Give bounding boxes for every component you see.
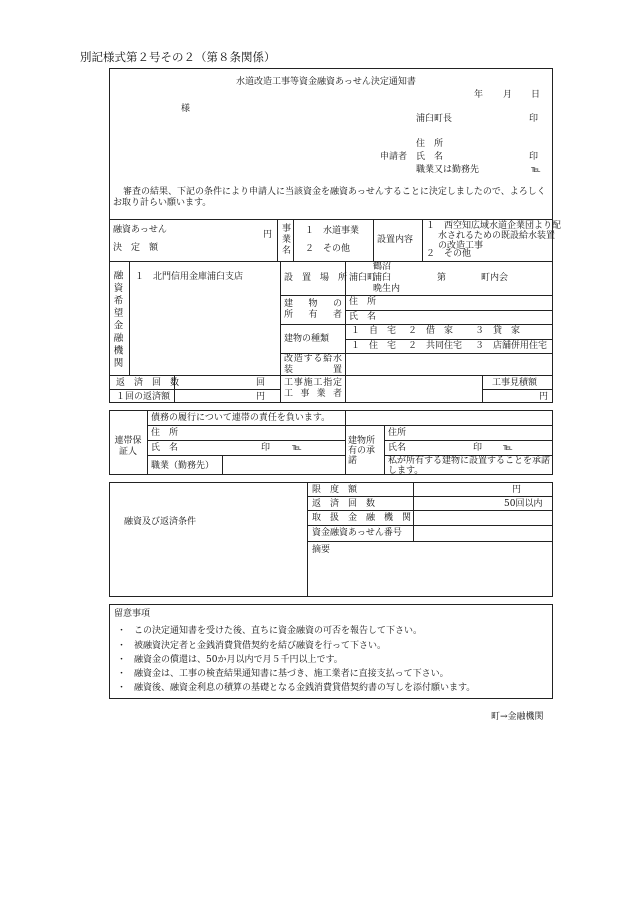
- consent-note: 私が所有する建物に設置することを承諾します。: [388, 456, 551, 476]
- site-area-3: 晩生内: [373, 284, 401, 294]
- note-bullet-1: ・: [117, 626, 127, 636]
- date-year: 年: [474, 90, 484, 100]
- site-chome: 町内会: [481, 273, 509, 283]
- repay-count-unit: 回: [256, 378, 266, 388]
- business-option-1: １ 水道事業: [305, 226, 360, 236]
- work-option-2: ２ その他: [426, 249, 472, 259]
- date-month: 月: [503, 90, 513, 100]
- building-row2-opt1: １ 住 宅: [351, 341, 397, 351]
- applicant-work-label: 職業又は勤務先: [416, 165, 480, 175]
- bank-value: １ 北門信用金庫浦臼支店: [135, 272, 244, 282]
- estimate-label: 工事見積額: [492, 378, 538, 388]
- applicant-address-label: 住 所: [416, 139, 444, 149]
- consent-address-label: 住所: [388, 428, 407, 438]
- owner-label: 建 物 の 所 有 者: [284, 299, 352, 320]
- addressee-suffix: 様: [181, 104, 191, 114]
- repay-once-label: １回の返済額: [116, 392, 171, 402]
- note-bullet-2: ・: [117, 641, 127, 651]
- repay-count-label: 返 済 回 数: [116, 378, 180, 388]
- business-label: 事業名: [280, 223, 290, 256]
- note-bullet-4: ・: [117, 669, 127, 679]
- conditions-count-value: 50回以内: [504, 499, 543, 509]
- conditions-count-label: 返 済 回 数: [312, 499, 376, 509]
- modify-label: 改造する給水装置: [284, 354, 342, 375]
- loan-amount-label-1: 融資あっせん: [113, 225, 167, 235]
- conditions-bank-label: 取 扱 金 融 機 関: [312, 513, 412, 523]
- building-row1-opt3: ３ 貸 家: [475, 326, 521, 336]
- applicant-tel-icon: ℡: [531, 165, 541, 175]
- estimate-unit: 円: [539, 392, 549, 402]
- note-bullet-5: ・: [117, 683, 127, 693]
- consent-name-label: 氏名: [388, 443, 407, 453]
- site-area-1: 鶴沼: [373, 262, 392, 272]
- note-item-1: この決定通知書を受けた後、直ちに資金融資の可否を報告して下さい。: [134, 626, 423, 636]
- issuer-seal: 印: [529, 114, 539, 124]
- guarantor-label: 連帯保証人: [114, 436, 142, 457]
- business-option-2: ２ その他: [305, 244, 351, 254]
- form-title: 水道改造工事等資金融資あっせん決定通知書: [236, 77, 416, 87]
- building-type-label: 建物の種類: [284, 334, 330, 344]
- site-area-2: 浦臼: [373, 273, 392, 283]
- bank-label: 融資希望金融機関: [111, 270, 123, 370]
- loan-amount-label-2: 決 定 額: [113, 243, 159, 253]
- building-row2-opt3: ３ 店舗併用住宅: [475, 341, 548, 351]
- guarantor-seal: 印: [261, 443, 271, 453]
- consent-tel-icon: ℡: [503, 443, 513, 453]
- owner-address-label: 住 所: [349, 297, 377, 307]
- conditions-limit-unit: 円: [512, 485, 522, 495]
- conditions-remarks-label: 摘要: [312, 545, 331, 555]
- work-option-1: １ 西空知広域水道企業団より配水されるための既設給水装置の改造工事: [426, 221, 562, 251]
- note-item-5: 融資後、融資金利息の積算の基礎となる金銭消費貸借契約書の写しを添付願います。: [134, 683, 476, 693]
- building-row1-opt1: １ 自 宅: [351, 326, 397, 336]
- applicant-label: 申請者: [380, 152, 408, 162]
- conditions-number-label: 資金融資あっせん番号: [312, 528, 402, 538]
- note-item-4: 融資金は、工事の検査結果通知書に基づき、施工業者に直接支払って下さい。: [134, 669, 449, 679]
- issuer: 浦臼町長: [416, 114, 453, 124]
- owner-name-label: 氏 名: [349, 312, 377, 322]
- intro-text: 審査の結果、下記の条件により申請人に当該資金を融資あっせんすることに決定しましたので、よろしくお取り計らい願います。: [113, 187, 546, 208]
- site-ban: 第: [437, 273, 447, 283]
- building-row1-opt2: ２ 借 家: [408, 326, 454, 336]
- conditions-label: 融資及び返済条件: [124, 517, 197, 527]
- applicant-seal: 印: [529, 152, 539, 162]
- applicant-name-label: 氏 名: [416, 152, 444, 162]
- work-content-label: 設置内容: [377, 235, 414, 245]
- note-item-3: 融資金の償還は、50か月以内で月５千円以上です。: [134, 655, 343, 665]
- note-bullet-3: ・: [117, 655, 127, 665]
- form-reference: 別記様式第２号その２（第８条関係）: [80, 50, 276, 64]
- guarantor-address-label: 住 所: [151, 428, 179, 438]
- conditions-limit-label: 限 度 額: [312, 485, 358, 495]
- guarantor-tel-icon: ℡: [292, 443, 302, 453]
- consent-label: 建物所有の承諾: [348, 436, 376, 466]
- date-day: 日: [531, 90, 541, 100]
- note-item-2: 被融資決定者と金銭消費貸借契約を結び融資を行って下さい。: [134, 641, 387, 651]
- routing-note: 町→金融機関: [491, 712, 544, 722]
- site-town: 浦臼町: [349, 273, 377, 283]
- notes-title: 留意事項: [114, 609, 151, 619]
- building-row2-opt2: ２ 共同住宅: [408, 341, 463, 351]
- guarantor-name-label: 氏 名: [151, 443, 179, 453]
- repay-once-unit: 円: [256, 392, 266, 402]
- loan-amount-unit: 円: [263, 230, 273, 240]
- consent-seal: 印: [473, 443, 483, 453]
- guarantor-note: 債務の履行について連帯の責任を負います。: [151, 413, 331, 423]
- site-label: 設 置 場 所: [284, 273, 348, 283]
- contractor-label: 工事施工指定工事業者: [284, 378, 342, 399]
- guarantor-work-label: 職業（勤務先）: [151, 461, 215, 471]
